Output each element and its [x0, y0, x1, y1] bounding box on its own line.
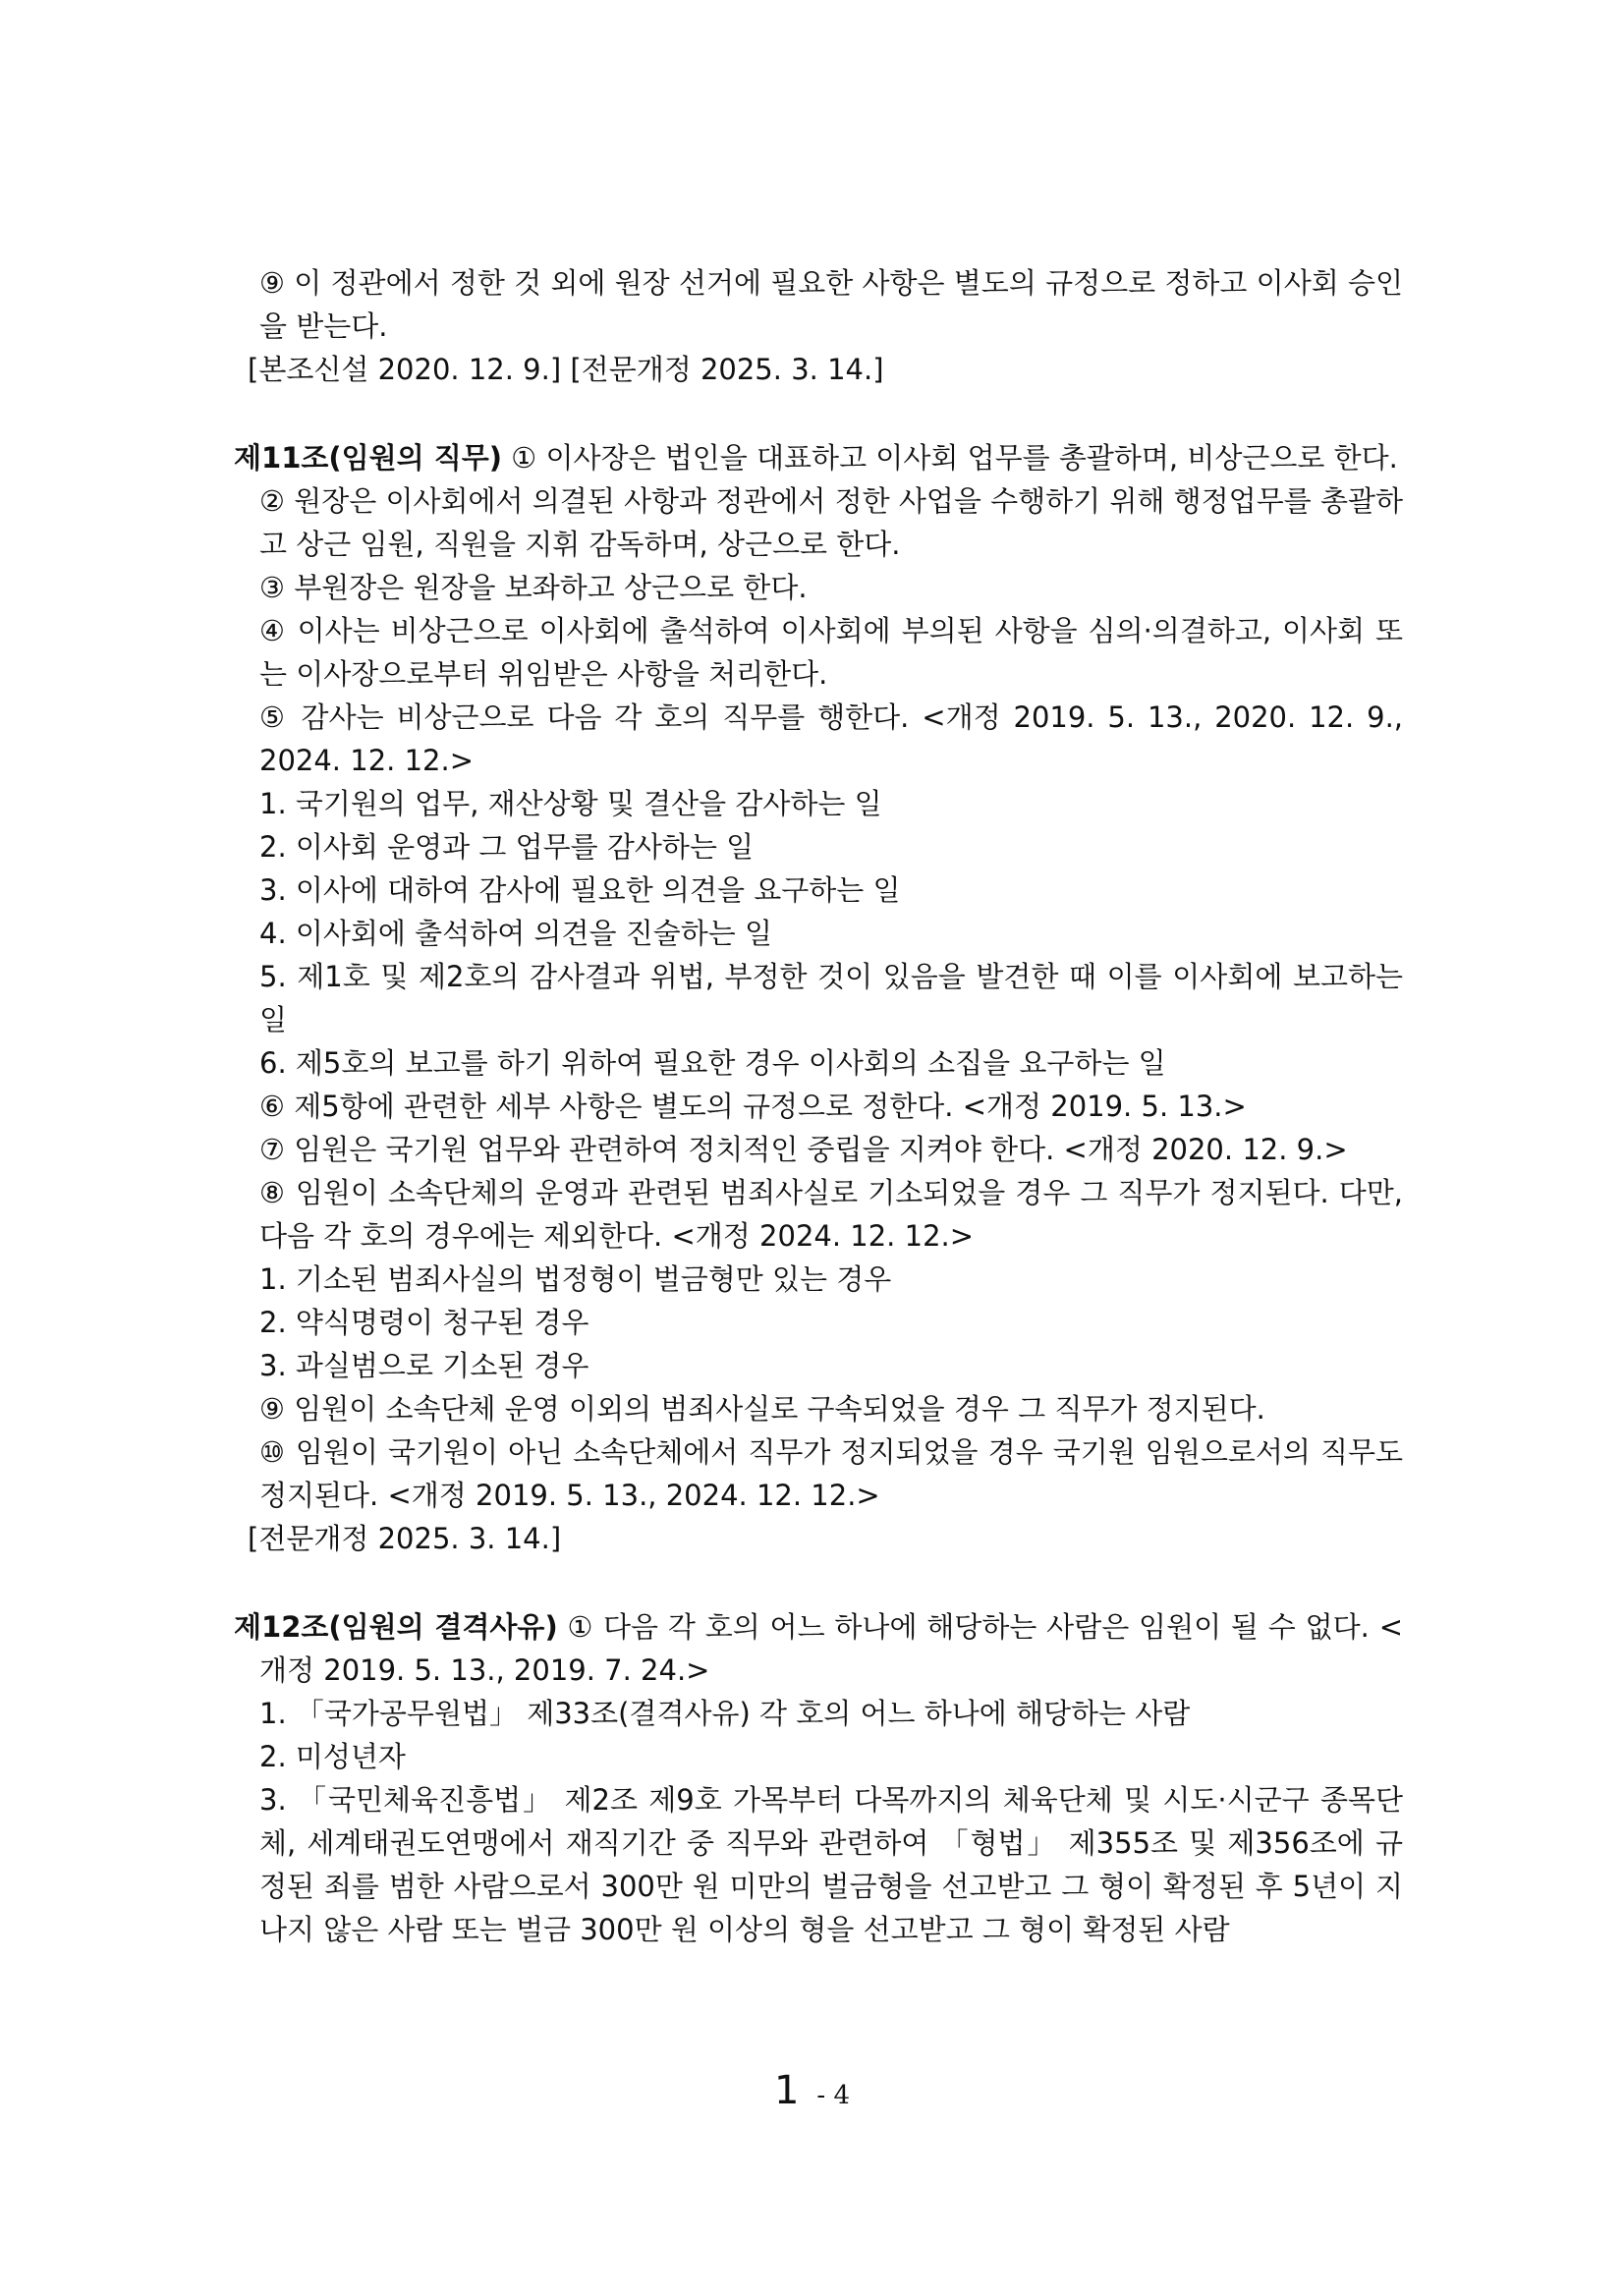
art11-p5-item-5: 5. 제1호 및 제2호의 감사결과 위법, 부정한 것이 있음을 발견한 때 이를 이사회에 보고하는 일 [259, 960, 1403, 1036]
art10-paragraph-9: ⑨ 이 정관에서 정한 것 외에 원장 선거에 필요한 사항은 별도의 규정으로 정하고 이사회 승인을 받는다. [259, 266, 1403, 343]
art11-heading: 제11조(임원의 직무) [234, 441, 503, 475]
art12-item-2: 2. 미성년자 [259, 1740, 406, 1773]
art12-heading: 제12조(임원의 결격사유) [234, 1610, 558, 1644]
art11-paragraph-9: ⑨ 임원이 소속단체 운영 이외의 범죄사실로 구속되었을 경우 그 직무가 정지된다. [259, 1392, 1265, 1426]
art11-paragraph-7: ⑦ 임원은 국기원 업무와 관련하여 정치적인 중립을 지켜야 한다. <개정 2020. 12. 9.> [259, 1133, 1348, 1166]
art12-p1-text: ① 다음 각 호의 어느 하나에 해당하는 사람은 임원이 될 수 없다. <개정 2019. 5. 13., 2019. 7. 24.> [259, 1610, 1403, 1687]
art11-p5-item-6: 6. 제5호의 보고를 하기 위하여 필요한 경우 이사회의 소집을 요구하는 일 [259, 1046, 1166, 1080]
art12-item-3: 3. 「국민체육진흥법」 제2조 제9호 가목부터 다목까지의 체육단체 및 시도·시군구 종목단체, 세계태권도연맹에서 재직기간 중 직무와 관련하여 「형법」 제355조 및 제356조에 규정된 죄를 범한 사람으로서 300만 원 미만의 벌금형을 선고받고 그 형이 확정된 후 5년이 지나지 않은 사람 또는 벌금 300만 원 이상의 형을 선고받고 그 형이 확정된 사람 [259, 1783, 1403, 1946]
page-footer [0, 2068, 1624, 2113]
art11-paragraph-10: ⑩ 임원이 국기원이 아닌 소속단체에서 직무가 정지되었을 경우 국기원 임원으로서의 직무도 정지된다. <개정 2019. 5. 13., 2024. 12. 12.> [259, 1435, 1403, 1512]
art11-paragraph-2: ② 원장은 이사회에서 의결된 사항과 정관에서 정한 사업을 수행하기 위해 행정업무를 총괄하고 상근 임원, 직원을 지휘 감독하며, 상근으로 한다. [259, 484, 1403, 561]
art11-paragraph-6: ⑥ 제5항에 관련한 세부 사항은 별도의 규정으로 정한다. <개정 2019. 5. 13.> [259, 1090, 1247, 1123]
art11-p5-item-4: 4. 이사회에 출석하여 의견을 진술하는 일 [259, 917, 772, 950]
art11-p5-item-2: 2. 이사회 운영과 그 업무를 감사하는 일 [259, 830, 755, 864]
art11-amendment-note: [전문개정 2025. 3. 14.] [248, 1522, 562, 1555]
document-body [234, 261, 1403, 1951]
art11-paragraph-8: ⑧ 임원이 소속단체의 운영과 관련된 범죄사실로 기소되었을 경우 그 직무가 정지된다. 다만, 다음 각 호의 경우에는 제외한다. <개정 2024. 12. 12.> [259, 1176, 1403, 1253]
art11-p8-item-1: 1. 기소된 범죄사실의 법정형이 벌금형만 있는 경우 [259, 1262, 892, 1296]
art11-p5-item-1: 1. 국기원의 업무, 재산상황 및 결산을 감사하는 일 [259, 787, 882, 820]
art11-paragraph-1 [234, 436, 1403, 479]
art11-paragraph-3: ③ 부원장은 원장을 보좌하고 상근으로 한다. [259, 571, 808, 604]
page-number: - 4 [816, 2081, 851, 2110]
art12-paragraph-1 [234, 1605, 1403, 1692]
art11-p1-text: ① 이사장은 법인을 대표하고 이사회 업무를 총괄하며, 비상근으로 한다. [511, 441, 1398, 475]
chapter-number: 1 [773, 2068, 800, 2113]
art11-p5-item-3: 3. 이사에 대하여 감사에 필요한 의견을 요구하는 일 [259, 873, 901, 907]
art11-paragraph-5: ⑤ 감사는 비상근으로 다음 각 호의 직무를 행한다. <개정 2019. 5. 13., 2020. 12. 9., 2024. 12. 12.> [259, 700, 1403, 777]
art12-item-1: 1. 「국가공무원법」 제33조(결격사유) 각 호의 어느 하나에 해당하는 사람 [259, 1697, 1191, 1730]
art11-paragraph-4: ④ 이사는 비상근으로 이사회에 출석하여 이사회에 부의된 사항을 심의·의결하고, 이사회 또는 이사장으로부터 위임받은 사항을 처리한다. [259, 614, 1403, 691]
art10-amendment-note: [본조신설 2020. 12. 9.] [전문개정 2025. 3. 14.] [248, 353, 884, 386]
art11-p8-item-2: 2. 약식명령이 청구된 경우 [259, 1306, 589, 1339]
art11-p8-item-3: 3. 과실범으로 기소된 경우 [259, 1349, 589, 1382]
